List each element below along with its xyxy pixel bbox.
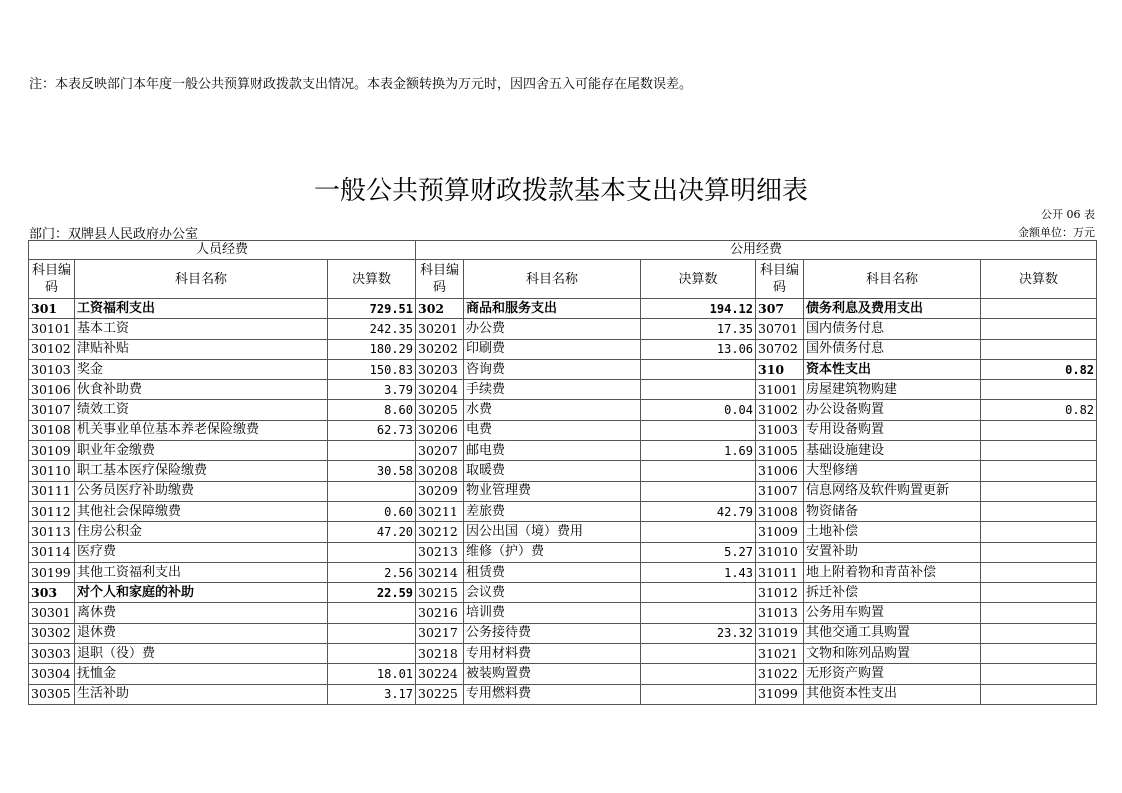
subject-code-cell: 30110 (29, 461, 75, 481)
subject-name-cell: 印刷费 (464, 339, 641, 359)
amount-cell (981, 684, 1097, 704)
subject-name-cell: 会议费 (464, 583, 641, 603)
amount-cell (328, 603, 416, 623)
subject-name-cell: 邮电费 (464, 441, 641, 461)
subject-name-cell: 安置补助 (804, 542, 981, 562)
subject-code-cell: 31006 (756, 461, 804, 481)
table-row (29, 603, 1097, 623)
subject-name-cell: 医疗费 (75, 542, 328, 562)
subject-name-cell: 拆迁补偿 (804, 583, 981, 603)
subject-name-cell: 其他社会保障缴费 (75, 501, 328, 521)
amount-cell: 729.51 (328, 299, 416, 319)
col-header-name: 科目名称 (464, 260, 641, 299)
table-row (29, 441, 1097, 461)
amount-cell: 17.35 (641, 319, 756, 339)
subject-code-cell: 30218 (416, 644, 464, 664)
amount-cell (641, 461, 756, 481)
subject-name-cell: 取暖费 (464, 461, 641, 481)
table-row (29, 339, 1097, 359)
table-row (29, 420, 1097, 440)
amount-cell: 62.73 (328, 420, 416, 440)
table-row (29, 522, 1097, 542)
subject-name-cell: 信息网络及软件购置更新 (804, 481, 981, 501)
subject-code-cell: 30111 (29, 481, 75, 501)
table-row (29, 319, 1097, 339)
subject-name-cell: 离休费 (75, 603, 328, 623)
subject-name-cell: 伙食补助费 (75, 380, 328, 400)
amount-cell (641, 420, 756, 440)
subject-code-cell: 310 (756, 359, 804, 379)
table-row (29, 299, 1097, 319)
amount-cell: 23.32 (641, 623, 756, 643)
subject-code-cell: 30209 (416, 481, 464, 501)
amount-cell: 194.12 (641, 299, 756, 319)
subject-name-cell: 文物和陈列品购置 (804, 644, 981, 664)
col-header-code: 科目编码 (29, 260, 75, 299)
amount-cell: 180.29 (328, 339, 416, 359)
subject-code-cell: 30302 (29, 623, 75, 643)
group-header-public: 公用经费 (416, 241, 1097, 260)
amount-cell (328, 644, 416, 664)
table-row (29, 461, 1097, 481)
unit-label: 金额单位：万元 (1018, 226, 1095, 239)
subject-code-cell: 30206 (416, 420, 464, 440)
subject-code-cell: 30224 (416, 664, 464, 684)
subject-name-cell: 无形资产购置 (804, 664, 981, 684)
table-row (29, 542, 1097, 562)
amount-cell (328, 623, 416, 643)
amount-cell: 0.82 (981, 359, 1097, 379)
subject-code-cell: 30114 (29, 542, 75, 562)
footnote: 注：本表反映部门本年度一般公共预算财政拨款支出情况。本表金额转换为万元时，因四舍五入可能存在尾数误差。 (29, 77, 693, 92)
subject-code-cell: 30106 (29, 380, 75, 400)
subject-code-cell: 30217 (416, 623, 464, 643)
subject-name-cell: 培训费 (464, 603, 641, 623)
subject-code-cell: 31011 (756, 562, 804, 582)
amount-cell (981, 664, 1097, 684)
amount-cell: 13.06 (641, 339, 756, 359)
subject-code-cell: 31008 (756, 501, 804, 521)
subject-code-cell: 303 (29, 583, 75, 603)
amount-cell (981, 420, 1097, 440)
subject-code-cell: 301 (29, 299, 75, 319)
amount-cell: 150.83 (328, 359, 416, 379)
subject-name-cell: 其他交通工具购置 (804, 623, 981, 643)
subject-name-cell: 大型修缮 (804, 461, 981, 481)
subject-code-cell: 30215 (416, 583, 464, 603)
amount-cell (981, 441, 1097, 461)
subject-name-cell: 房屋建筑物购建 (804, 380, 981, 400)
subject-code-cell: 30203 (416, 359, 464, 379)
subject-code-cell: 30103 (29, 359, 75, 379)
subject-name-cell: 对个人和家庭的补助 (75, 583, 328, 603)
subject-code-cell: 30205 (416, 400, 464, 420)
subject-code-cell: 30301 (29, 603, 75, 623)
subject-code-cell: 31005 (756, 441, 804, 461)
subject-code-cell: 31007 (756, 481, 804, 501)
table-row (29, 684, 1097, 704)
subject-code-cell: 30201 (416, 319, 464, 339)
subject-code-cell: 30208 (416, 461, 464, 481)
subject-name-cell: 公务员医疗补助缴费 (75, 481, 328, 501)
amount-cell (328, 542, 416, 562)
subject-name-cell: 土地补偿 (804, 522, 981, 542)
subject-code-cell: 30303 (29, 644, 75, 664)
subject-code-cell: 30113 (29, 522, 75, 542)
subject-name-cell: 职工基本医疗保险缴费 (75, 461, 328, 481)
subject-code-cell: 307 (756, 299, 804, 319)
subject-code-cell: 30109 (29, 441, 75, 461)
table-row (29, 400, 1097, 420)
col-header-code: 科目编码 (756, 260, 804, 299)
subject-code-cell: 30304 (29, 664, 75, 684)
subject-code-cell: 30204 (416, 380, 464, 400)
subject-name-cell: 基本工资 (75, 319, 328, 339)
subject-code-cell: 31003 (756, 420, 804, 440)
subject-code-cell: 30305 (29, 684, 75, 704)
subject-name-cell: 办公费 (464, 319, 641, 339)
amount-cell: 3.17 (328, 684, 416, 704)
amount-cell: 0.82 (981, 400, 1097, 420)
amount-cell (981, 562, 1097, 582)
subject-name-cell: 水费 (464, 400, 641, 420)
group-header-personnel: 人员经费 (29, 241, 416, 260)
subject-name-cell: 绩效工资 (75, 400, 328, 420)
subject-name-cell: 其他资本性支出 (804, 684, 981, 704)
subject-name-cell: 手续费 (464, 380, 641, 400)
subject-code-cell: 30108 (29, 420, 75, 440)
subject-code-cell: 30101 (29, 319, 75, 339)
subject-name-cell: 被装购置费 (464, 664, 641, 684)
amount-cell (981, 481, 1097, 501)
col-header-code: 科目编码 (416, 260, 464, 299)
subject-name-cell: 地上附着物和青苗补偿 (804, 562, 981, 582)
subject-name-cell: 国外债务付息 (804, 339, 981, 359)
amount-cell (641, 522, 756, 542)
subject-name-cell: 专用设备购置 (804, 420, 981, 440)
amount-cell (328, 481, 416, 501)
amount-cell (981, 380, 1097, 400)
table-row (29, 562, 1097, 582)
amount-cell: 1.43 (641, 562, 756, 582)
table-row (29, 359, 1097, 379)
table-row (29, 380, 1097, 400)
subject-name-cell: 物资储备 (804, 501, 981, 521)
subject-code-cell: 30225 (416, 684, 464, 704)
subject-name-cell: 专用燃料费 (464, 684, 641, 704)
col-header-amount: 决算数 (328, 260, 416, 299)
amount-cell (328, 441, 416, 461)
subject-code-cell: 30213 (416, 542, 464, 562)
amount-cell (641, 603, 756, 623)
subject-name-cell: 津贴补贴 (75, 339, 328, 359)
table-row (29, 644, 1097, 664)
amount-cell (981, 542, 1097, 562)
table-row (29, 501, 1097, 521)
amount-cell (981, 644, 1097, 664)
subject-name-cell: 其他工资福利支出 (75, 562, 328, 582)
amount-cell: 3.79 (328, 380, 416, 400)
subject-code-cell: 31002 (756, 400, 804, 420)
subject-code-cell: 30199 (29, 562, 75, 582)
amount-cell (641, 664, 756, 684)
subject-name-cell: 物业管理费 (464, 481, 641, 501)
subject-name-cell: 基础设施建设 (804, 441, 981, 461)
subject-name-cell: 维修（护）费 (464, 542, 641, 562)
subject-name-cell: 机关事业单位基本养老保险缴费 (75, 420, 328, 440)
subject-code-cell: 302 (416, 299, 464, 319)
amount-cell (641, 644, 756, 664)
subject-code-cell: 31001 (756, 380, 804, 400)
subject-name-cell: 奖金 (75, 359, 328, 379)
amount-cell (981, 623, 1097, 643)
subject-name-cell: 差旅费 (464, 501, 641, 521)
subject-code-cell: 31010 (756, 542, 804, 562)
amount-cell: 0.60 (328, 501, 416, 521)
amount-cell (981, 501, 1097, 521)
subject-code-cell: 30202 (416, 339, 464, 359)
subject-code-cell: 30701 (756, 319, 804, 339)
subject-code-cell: 30211 (416, 501, 464, 521)
subject-name-cell: 抚恤金 (75, 664, 328, 684)
amount-cell: 30.58 (328, 461, 416, 481)
table-row (29, 664, 1097, 684)
amount-cell (981, 583, 1097, 603)
amount-cell (981, 319, 1097, 339)
subject-code-cell: 31021 (756, 644, 804, 664)
amount-cell (981, 461, 1097, 481)
subject-name-cell: 租赁费 (464, 562, 641, 582)
amount-cell (981, 522, 1097, 542)
subject-code-cell: 30107 (29, 400, 75, 420)
subject-code-cell: 30216 (416, 603, 464, 623)
subject-name-cell: 电费 (464, 420, 641, 440)
amount-cell (981, 339, 1097, 359)
subject-code-cell: 30212 (416, 522, 464, 542)
page-title: 一般公共预算财政拨款基本支出决算明细表 (313, 176, 808, 206)
subject-name-cell: 咨询费 (464, 359, 641, 379)
amount-cell: 2.56 (328, 562, 416, 582)
amount-cell (981, 603, 1097, 623)
amount-cell: 8.60 (328, 400, 416, 420)
subject-name-cell: 专用材料费 (464, 644, 641, 664)
col-header-amount: 决算数 (981, 260, 1097, 299)
department-label: 部门：双牌县人民政府办公室 (29, 227, 199, 242)
amount-cell (641, 481, 756, 501)
amount-cell: 47.20 (328, 522, 416, 542)
subject-code-cell: 30702 (756, 339, 804, 359)
amount-cell: 42.79 (641, 501, 756, 521)
amount-cell (641, 583, 756, 603)
subject-name-cell: 国内债务付息 (804, 319, 981, 339)
col-header-name: 科目名称 (804, 260, 981, 299)
amount-cell (641, 380, 756, 400)
subject-name-cell: 资本性支出 (804, 359, 981, 379)
subject-name-cell: 职业年金缴费 (75, 441, 328, 461)
table-row (29, 583, 1097, 603)
amount-cell: 22.59 (328, 583, 416, 603)
amount-cell: 1.69 (641, 441, 756, 461)
subject-code-cell: 31012 (756, 583, 804, 603)
subject-name-cell: 因公出国（境）费用 (464, 522, 641, 542)
subject-name-cell: 办公设备购置 (804, 400, 981, 420)
subject-name-cell: 公务接待费 (464, 623, 641, 643)
subject-name-cell: 债务利息及费用支出 (804, 299, 981, 319)
subject-code-cell: 31009 (756, 522, 804, 542)
subject-code-cell: 31013 (756, 603, 804, 623)
subject-name-cell: 工资福利支出 (75, 299, 328, 319)
amount-cell: 5.27 (641, 542, 756, 562)
subject-code-cell: 31019 (756, 623, 804, 643)
form-code: 公开 06 表 (1041, 208, 1095, 221)
subject-name-cell: 退职（役）费 (75, 644, 328, 664)
table-row (29, 623, 1097, 643)
subject-code-cell: 30102 (29, 339, 75, 359)
amount-cell: 0.04 (641, 400, 756, 420)
amount-cell (641, 684, 756, 704)
subject-name-cell: 住房公积金 (75, 522, 328, 542)
amount-cell: 18.01 (328, 664, 416, 684)
expenditure-table (28, 240, 1097, 705)
subject-code-cell: 30112 (29, 501, 75, 521)
subject-code-cell: 31022 (756, 664, 804, 684)
subject-code-cell: 30207 (416, 441, 464, 461)
col-header-name: 科目名称 (75, 260, 328, 299)
subject-code-cell: 30214 (416, 562, 464, 582)
table-row (29, 481, 1097, 501)
subject-name-cell: 退休费 (75, 623, 328, 643)
subject-name-cell: 商品和服务支出 (464, 299, 641, 319)
col-header-amount: 决算数 (641, 260, 756, 299)
subject-name-cell: 公务用车购置 (804, 603, 981, 623)
amount-cell (641, 359, 756, 379)
amount-cell: 242.35 (328, 319, 416, 339)
amount-cell (981, 299, 1097, 319)
subject-name-cell: 生活补助 (75, 684, 328, 704)
subject-code-cell: 31099 (756, 684, 804, 704)
